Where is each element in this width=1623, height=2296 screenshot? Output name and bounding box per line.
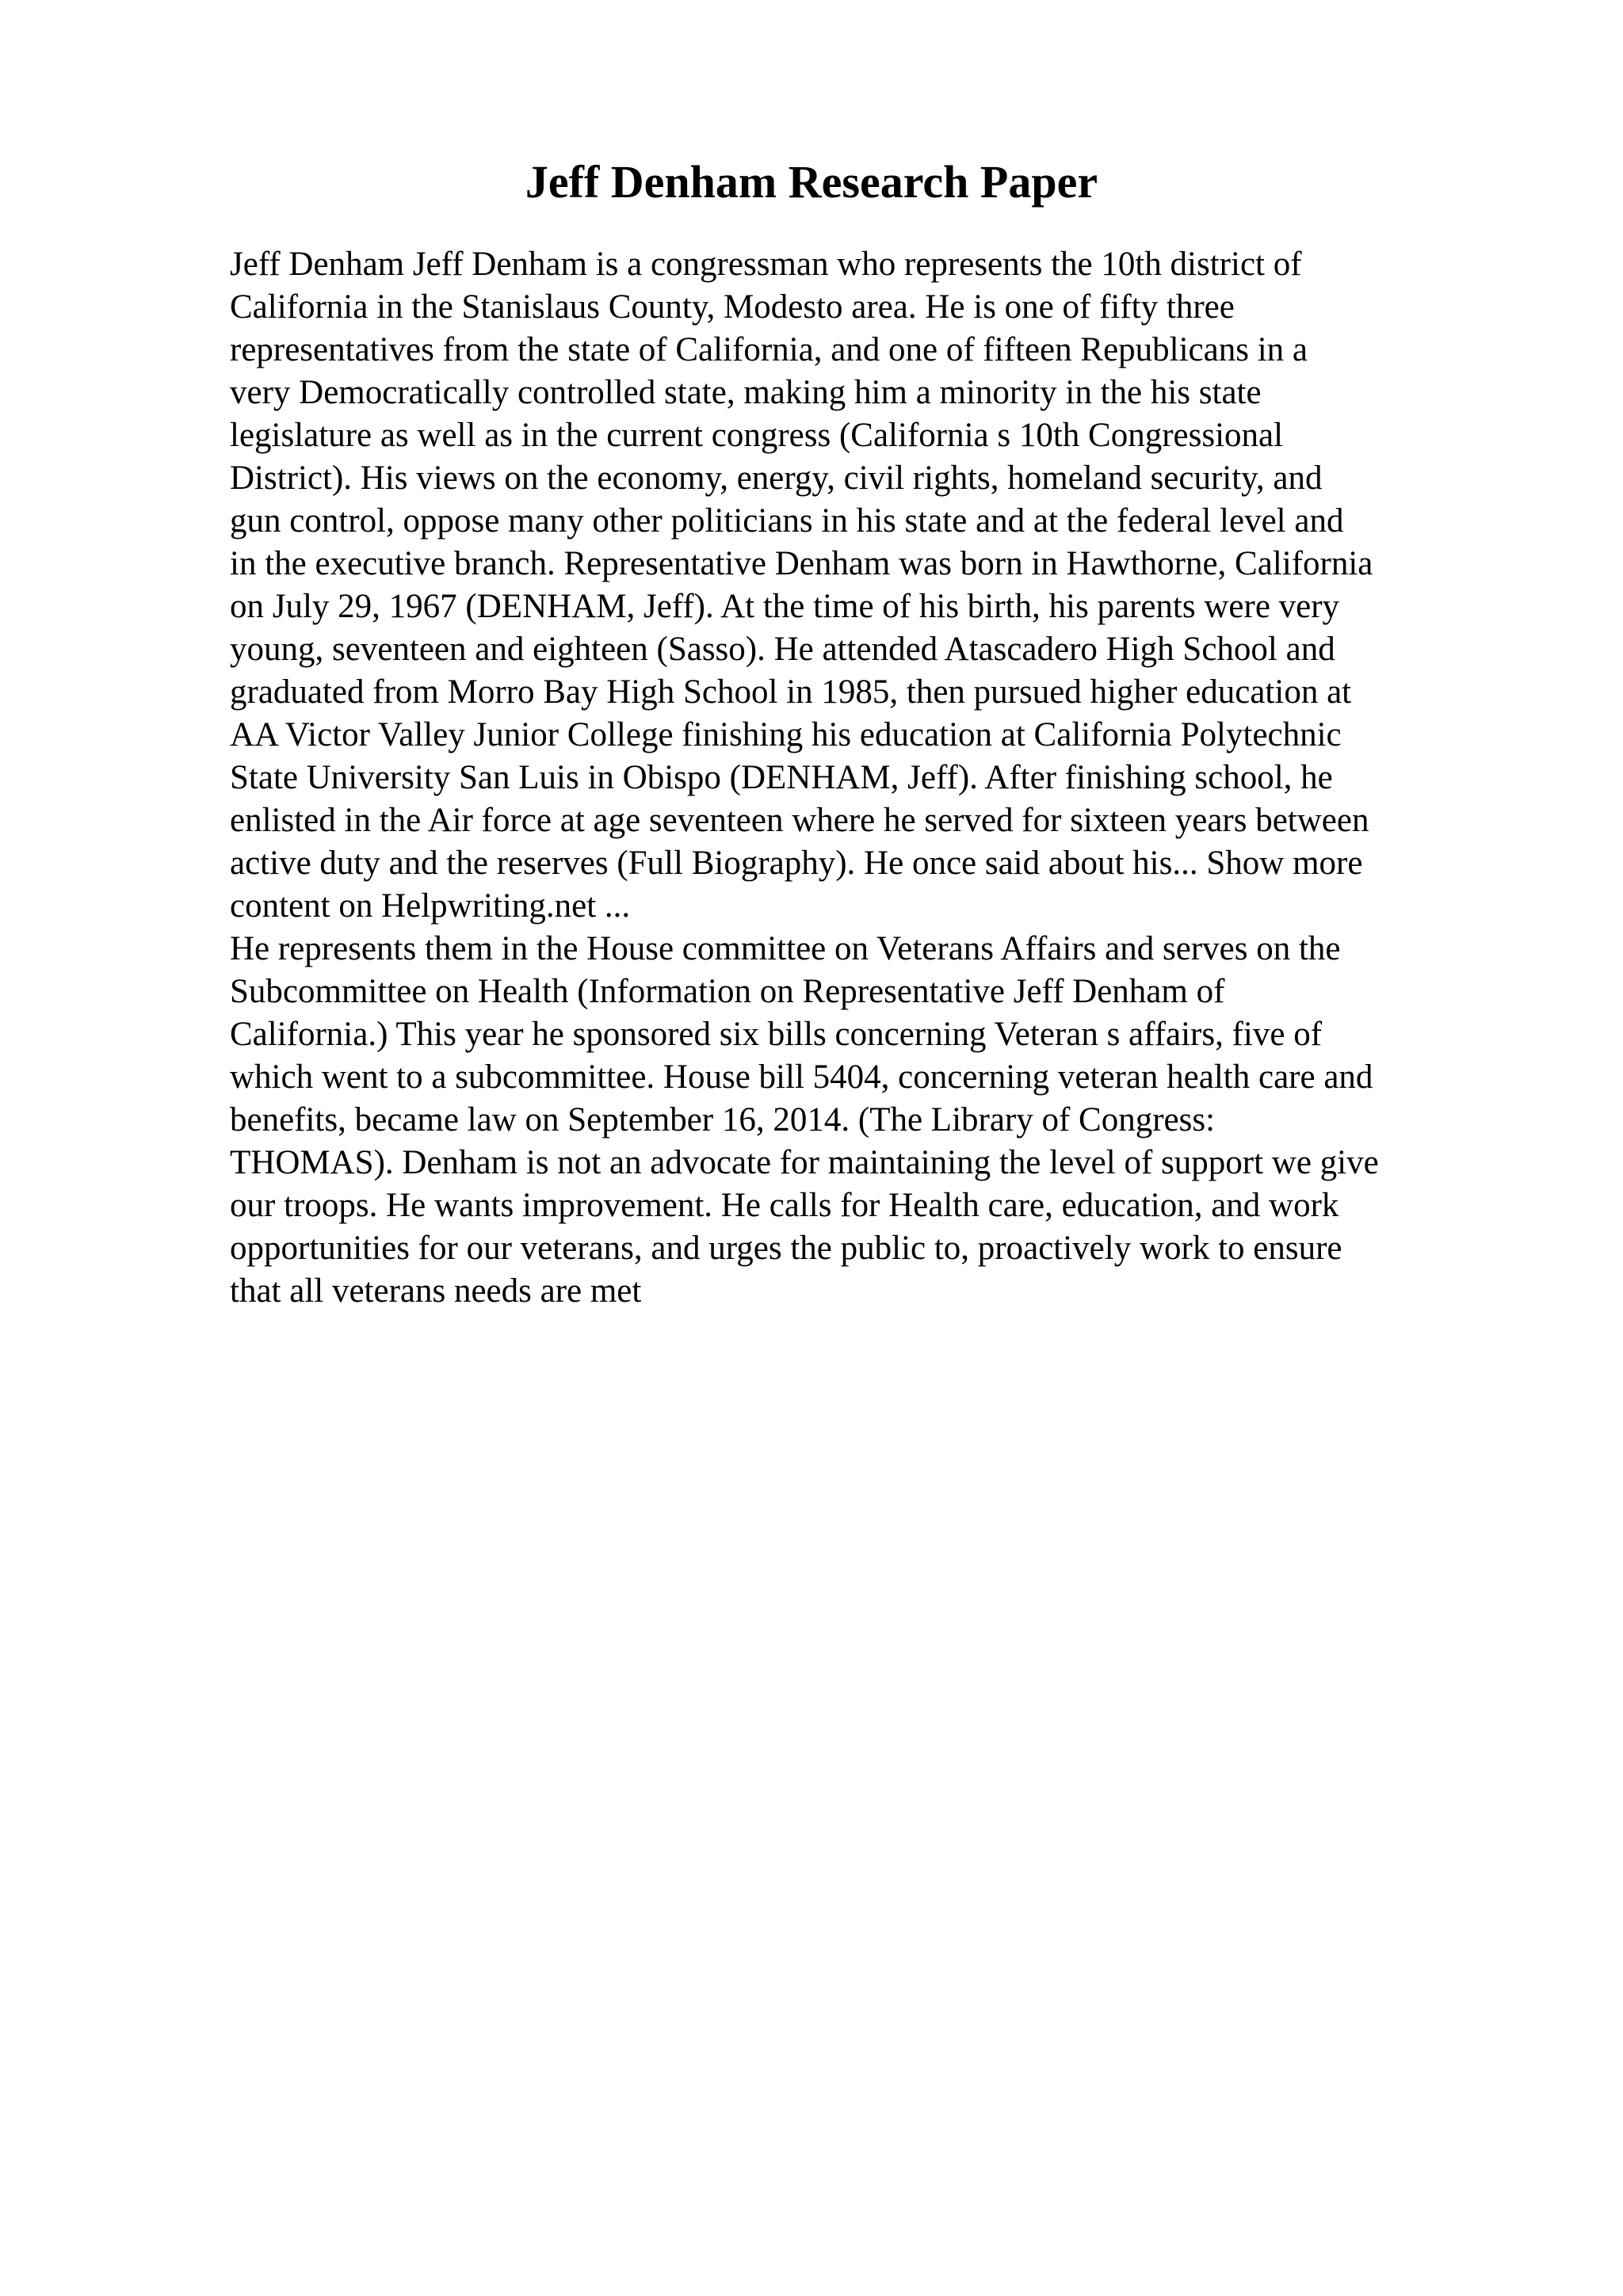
paragraph-2: He represents them in the House committee on Veterans Affairs and serves on the Subcommittee on Health (Information on Representative Jeff Denham of California.) This year he sponsored six bills concerning Veteran s affairs, five of which went to a subcommittee. House bill 5404, concerning veteran health care and benefits, became law on September 16, 2014. (The Library of Congress: THOMAS). Denham is not an advocate for maintaining the level of support we give our troops. He wants improvement. He calls for Health care, education, and work opportunities for our veterans, and urges the public to, proactively work to ensure that all veterans needs are met [230, 930, 1379, 1310]
paragraph-1: Jeff Denham Jeff Denham is a congressman who represents the 10th district of California in the Stanislaus County, Modesto area. He is one of fifty three representatives from the state of California, and one of fifteen Republicans in a very Democratically controlled state, making him a minority in the his state legislature as well as in the current congress (California s 10th Congressional District). His views on the economy, energy, civil rights, homeland security, and gun control, oppose many other politicians in his state and at the federal level and in the executive branch. Representative Denham was born in Hawthorne, California on July 29, 1967 (DENHAM, Jeff). At the time of his birth, his parents were very young, seventeen and eighteen (Sasso). He attended Atascadero High School and graduated from Morro Bay High School in 1985, then pursued higher education at AA Victor Valley Junior College finishing his education at California Polytechnic State University San Luis in Obispo (DENHAM, Jeff). After finishing school, he enlisted in the Air force at age seventeen where he served for sixteen years between active duty and the reserves (Full Biography). He once said about his... Show more content on Helpwriting.net ... [230, 246, 1373, 925]
document-body [230, 243, 1490, 1313]
document-title: Jeff Denham Research Paper [525, 156, 1098, 208]
